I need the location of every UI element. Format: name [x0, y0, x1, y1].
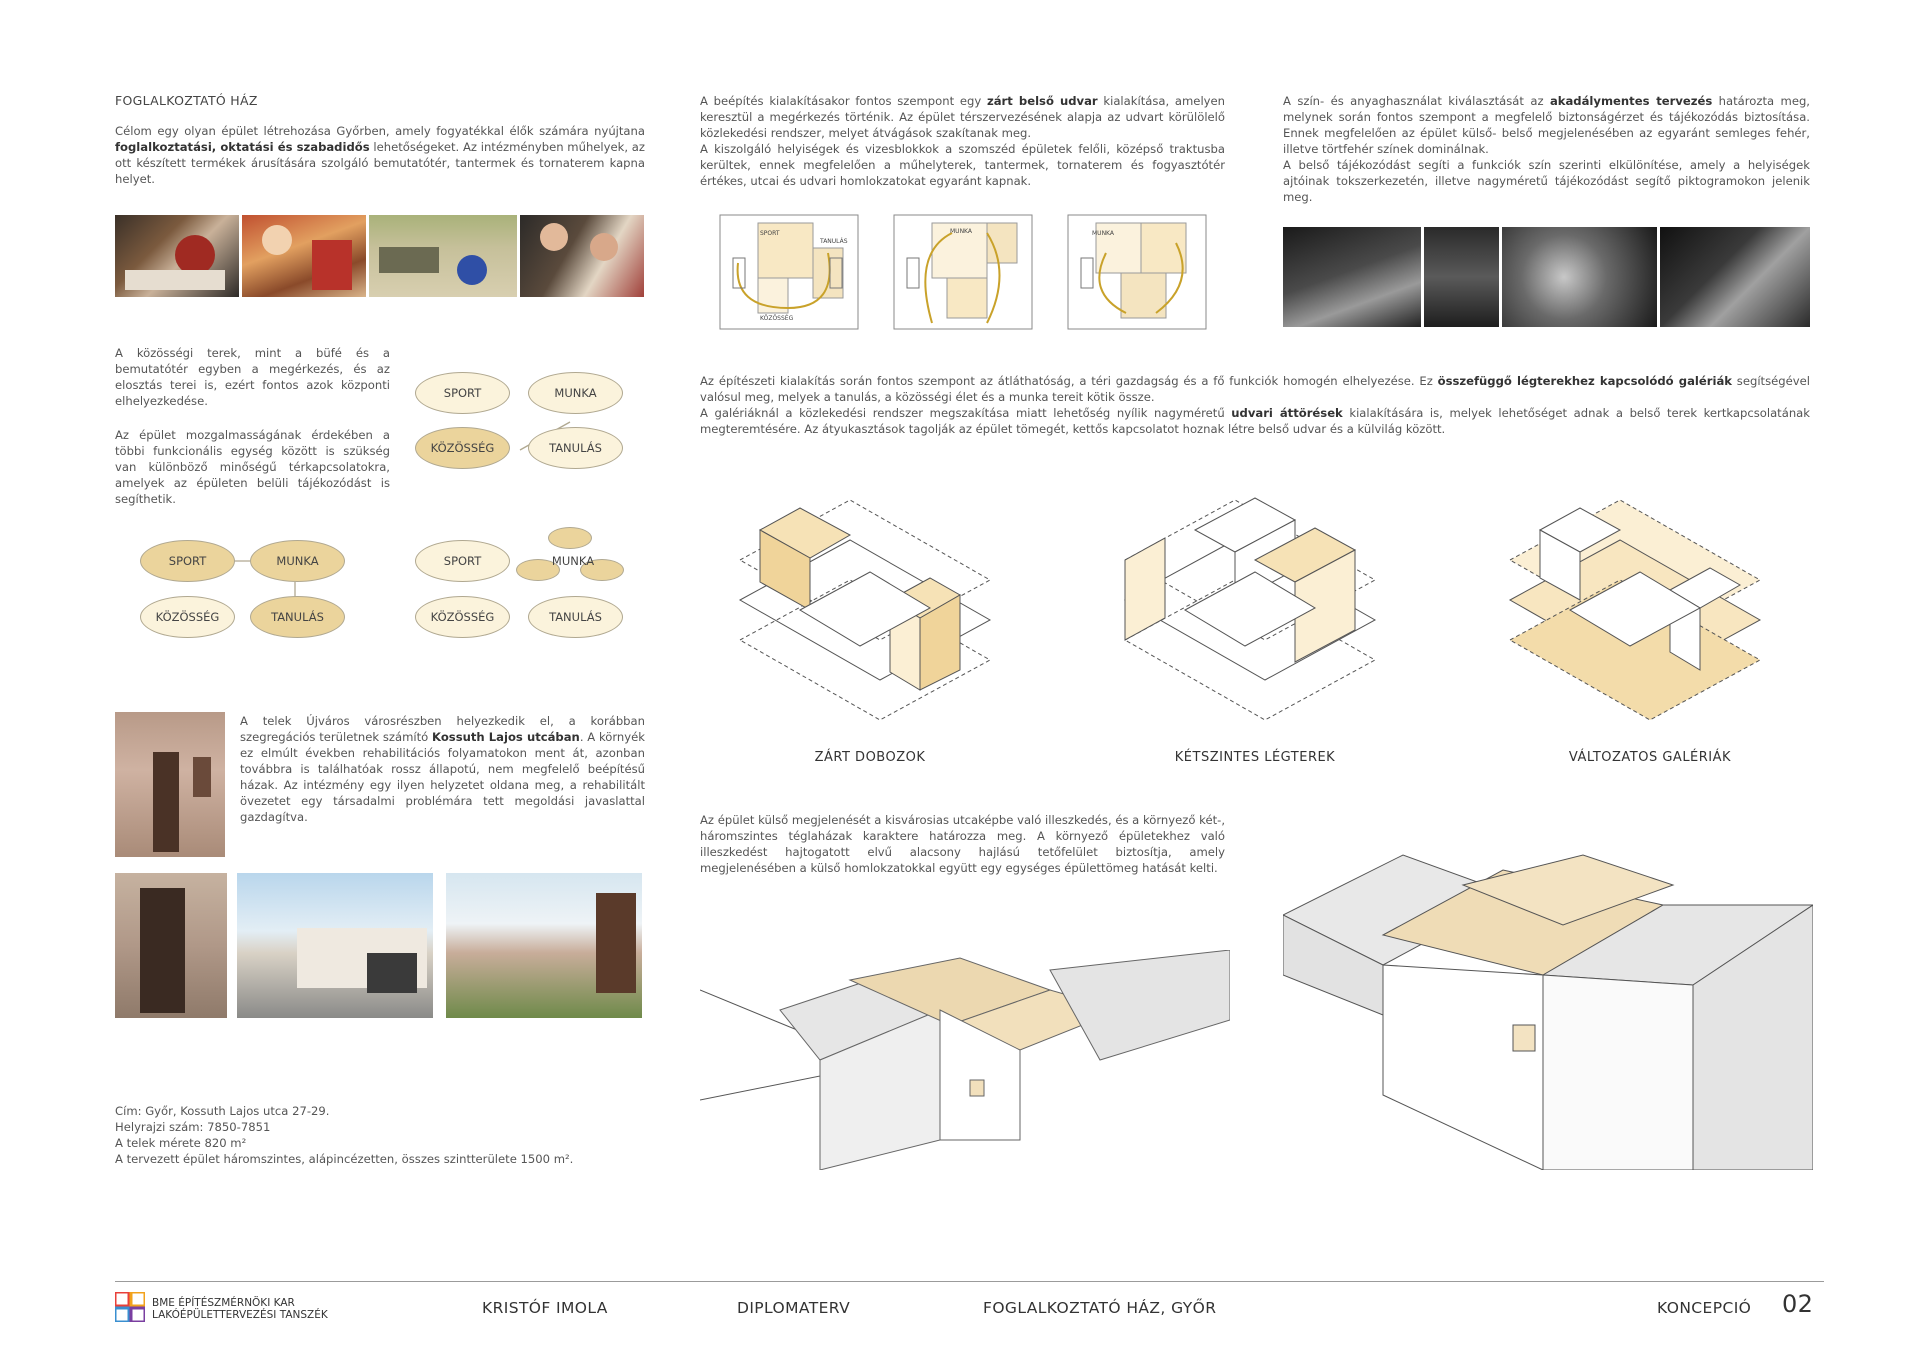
community-paragraph-1: A közösségi terek, mint a büfé és a bemutatótér egyben a megérkezés, és az elosztás terei is, ezért fontos azok központi elhelyezkedése.	[115, 346, 390, 408]
plan-label-kozosseg: KÖZÖSSÉG	[760, 315, 794, 322]
street-perspective-sketch	[700, 950, 1230, 1170]
community-paragraph-2: Az épület mozgalmasságának érdekében a többi funkcionális egység között is szükség van különböző minőségű térkapcsolatokra, amelyek az épületen belüli tájékozódást is segíthetik.	[115, 428, 390, 506]
caption-closed-boxes: ZÁRT DOBOZOK	[814, 750, 926, 765]
footer-section: KONCEPCIÓ	[1657, 1299, 1752, 1317]
bubble-tanulas-3: TANULÁS	[528, 596, 623, 638]
footer-page-number: 02	[1782, 1290, 1814, 1318]
photo-workshop	[115, 215, 239, 297]
photo-walking	[1283, 227, 1421, 327]
site-paragraph: A telek Újváros városrészben helyezkedik el, a korábban szegregációs területnek számító Kossuth Lajos utcában. A környék ez elmúlt években rehabilitációs folyamatokon ment át, azonban továbbra is találhatóak rossz állapotú, nem megfelelő beépítésű házak. Az intézmény egy ilyen helyzetet oldana meg, a rehabilitált övezetet egy társadalmi problémára tett megoldási javaslattal gazdagítva.	[240, 714, 645, 824]
plan-1	[720, 215, 858, 329]
photo-door	[115, 873, 227, 1018]
site-info: Cím: Győr, Kossuth Lajos utca 27-29. Helyrajzi szám: 7850-7851 A telek mérete 820 m² A tervezett épület háromszintes, alápincézetten, összes szintterülete 1500 m².	[115, 1104, 574, 1166]
footer-project: FOGLALKOZTATÓ HÁZ, GYŐR	[983, 1299, 1217, 1317]
bubble-sport: SPORT	[415, 372, 510, 414]
section-heading: FOGLALKOZTATÓ HÁZ	[115, 93, 258, 108]
plan-label-munka-2: MUNKA	[1092, 230, 1114, 237]
photo-gym	[369, 215, 517, 297]
materials-paragraph: A szín- és anyaghasználat kiválasztását az akadálymentes tervezés határozta meg, melynek során fontos szempont a megfelelő biztonságérzet és tájékozódás biztosítása. Ennek megfelelően az épület külső- belső megjelenésében az egyaránt semleges fehér, illetve törtfehér színek dominálnak. A belső tájékozódást segíti a funkciók szín szerinti elkülönítése, amely a helyiségek ajtóinak tokszerkezetén, illetve nagyméretű tájékozódást segítő piktogramokon jelenik meg.	[1283, 94, 1810, 204]
bubble-kozosseg-3: KÖZÖSSÉG	[415, 596, 510, 638]
photo-meeting	[520, 215, 644, 297]
axo-closed-boxes	[740, 500, 990, 720]
axo-double-height	[1125, 498, 1375, 720]
photo-class	[242, 215, 366, 297]
intro-paragraph: Célom egy olyan épület létrehozása Győrben, amely fogyatékkal élők számára nyújtana foglalkoztatási, oktatási és szabadidős lehetőségeket. Az intézményben műhelyek, az ott készített termékek árusítására szolgáló bemutatótér, tantermek és tornaterem kapna helyet.	[115, 124, 645, 186]
axo-varied-galleries	[1510, 500, 1760, 720]
bubble-munka-2: MUNKA	[250, 540, 345, 582]
bubble-kozosseg: KÖZÖSSÉG	[415, 427, 510, 469]
axonometric-diagrams	[700, 490, 1820, 720]
plan-3	[1068, 215, 1206, 329]
school-name: BME ÉPÍTÉSZMÉRNÖKI KAR LAKÓÉPÜLETTERVEZÉSI TANSZÉK	[152, 1297, 328, 1321]
plan-label-munka: MUNKA	[950, 228, 972, 235]
bubble-small-top	[548, 527, 592, 549]
caption-double-height: KÉTSZINTES LÉGTEREK	[1174, 750, 1336, 765]
photo-facade	[115, 712, 225, 857]
footer-author: KRISTÓF IMOLA	[482, 1299, 608, 1317]
photo-braille-rail	[1424, 227, 1499, 327]
courtyard-paragraph: A beépítés kialakításakor fontos szempont egy zárt belső udvar kialakítása, amelyen keresztül a megérkezés történik. Az épület térszervezésének alapja az udvart körülölelő közlekedési rendszer, melyet átvágások szakítanak meg. A kiszolgáló helyiségek és vizesblokkok a szomszéd épületek felőli, középső traktusba kerültek, ennek megfelelően a műhelyterek, tantermek, tornaterem és fogyasztótér értékes, utcai és udvari homlokzatokat egyaránt kapnak.	[700, 94, 1226, 188]
bme-logo-icon	[115, 1292, 145, 1322]
bubble-munka-3: MUNKA	[551, 554, 595, 568]
aerial-perspective-sketch	[1283, 845, 1813, 1170]
photo-wheelchair	[1502, 227, 1657, 327]
footer-divider	[115, 1281, 1824, 1282]
photo-braille-hand	[1660, 227, 1810, 327]
caption-galleries: VÁLTOZATOS GALÉRIÁK	[1568, 750, 1732, 765]
plan-label-sport: SPORT	[760, 230, 780, 237]
galleries-paragraph: Az építészeti kialakítás során fontos szempont az átláthatóság, a téri gazdagság és a fő funkciók homogén elhelyezése. Ez összefüggő légterekhez kapcsolódó galériák segítségével valósul meg, melyek a tanulás, a közösségi élet és a munka tereit kötik össze. A galériáknál a közlekedési rendszer megszakítása miatt lehetőség nyílik nagyméretű udvari áttörések kialakítására is, melyek lehetőséget adnak a belső terek kertkapcsolatának megteremtésére. Az átyukasztások tagolják az épület tömegét, kettős kapcsolatot hoznak létre belső udvar és a külvilág között.	[700, 374, 1810, 436]
bubble-tanulas-2: TANULÁS	[250, 596, 345, 638]
footer-type: DIPLOMATERV	[737, 1299, 851, 1317]
bubble-munka: MUNKA	[528, 372, 623, 414]
bubble-sport-3: SPORT	[415, 540, 510, 582]
plan-label-tanulas: TANULÁS	[820, 238, 848, 245]
bubble-tanulas: TANULÁS	[528, 427, 623, 469]
photo-street-2	[446, 873, 642, 1018]
bubble-sport-2: SPORT	[140, 540, 235, 582]
bubble-kozosseg-2: KÖZÖSSÉG	[140, 596, 235, 638]
photo-street-1	[237, 873, 433, 1018]
exterior-paragraph: Az épület külső megjelenését a kisvárosias utcaképbe való illeszkedés, és a környező két-, háromszintes téglaházak karaktere határozza meg. A környező épületekhez való illeszkedést hajtogatott elvű alacsony hajlású tetőfelület biztosítja, amely megjelenésében a külső homlokzatokkal együtt egy egységes épülettömeg hatását kelti.	[700, 813, 1225, 875]
